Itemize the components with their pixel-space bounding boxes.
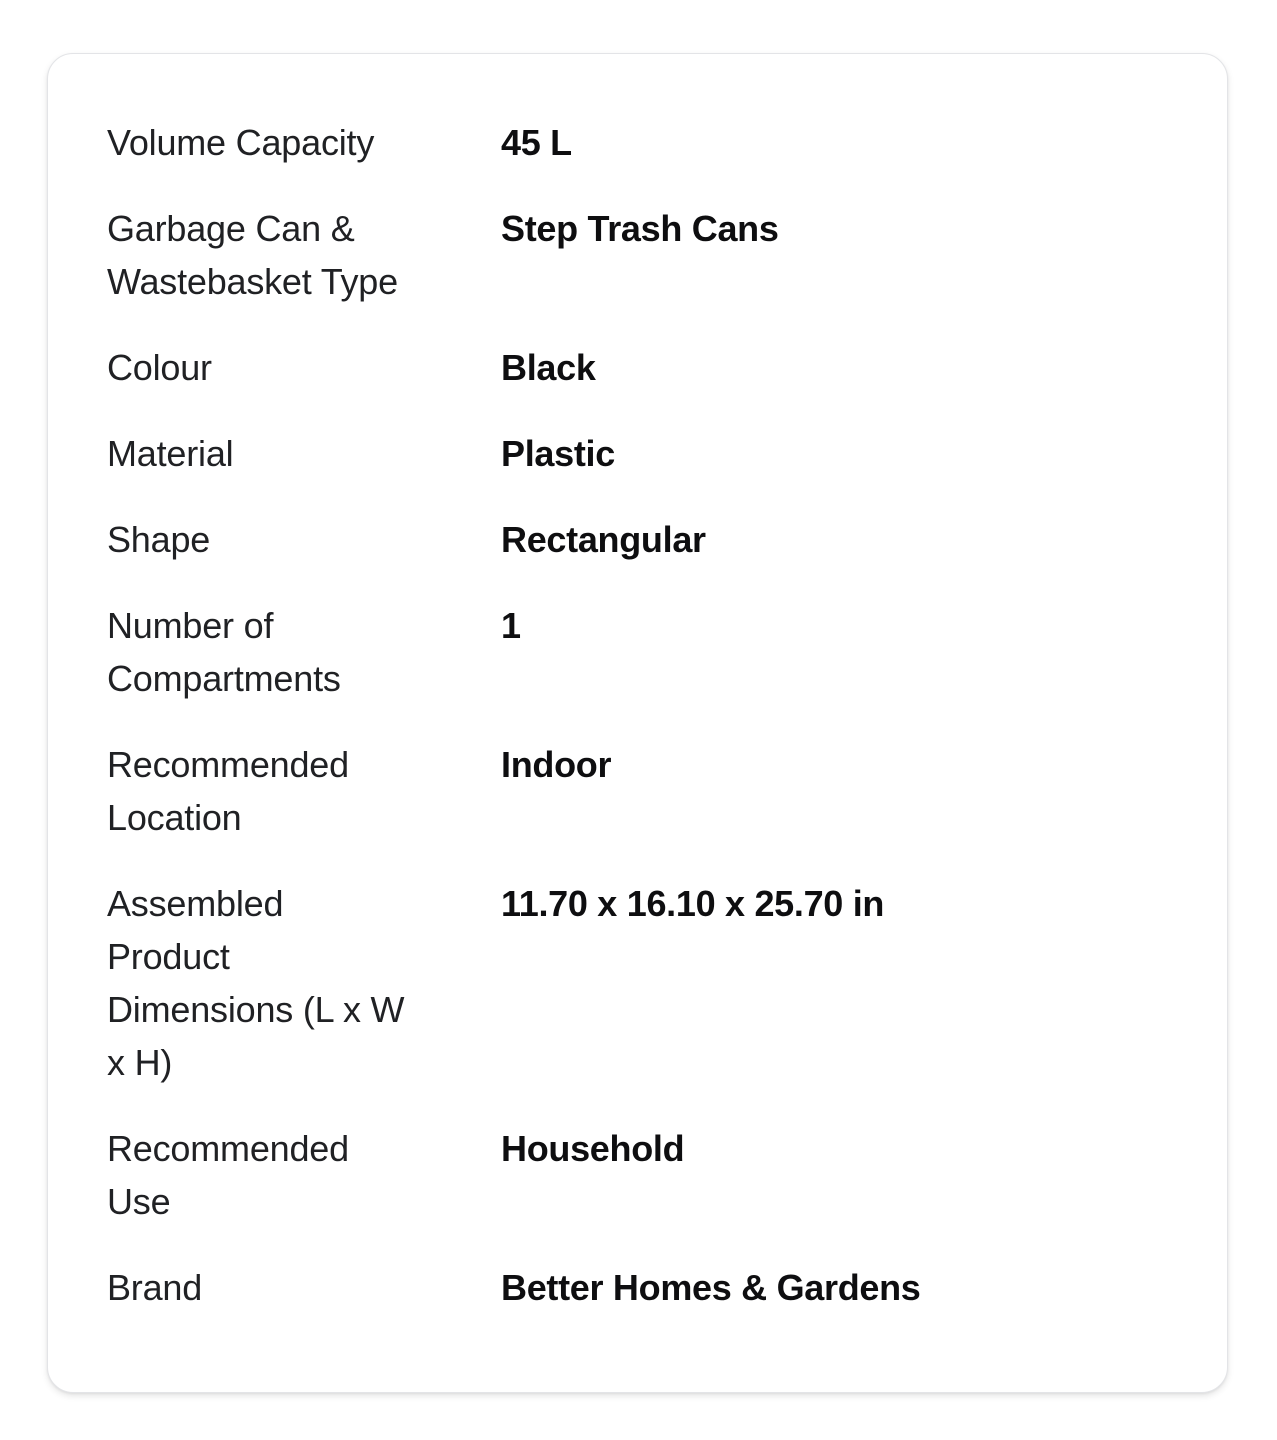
spec-value: Step Trash Cans (501, 208, 779, 249)
spec-row (107, 116, 1168, 169)
spec-label-text: Recommended Use (107, 1128, 349, 1222)
spec-value: 1 (501, 605, 521, 646)
spec-value: Plastic (501, 433, 615, 474)
spec-label (107, 1122, 501, 1228)
spec-label (107, 427, 501, 480)
spec-label-text: Colour (107, 347, 212, 388)
spec-label-text: Brand (107, 1267, 203, 1308)
spec-row (107, 599, 1168, 705)
specifications-table (107, 116, 1168, 1314)
spec-value: Black (501, 347, 596, 388)
spec-label-text: Garbage Can & Wastebasket Type (107, 208, 398, 302)
spec-row (107, 513, 1168, 566)
spec-row (107, 427, 1168, 480)
spec-row (107, 1261, 1168, 1314)
spec-label-text: Shape (107, 519, 211, 560)
spec-value: 11.70 x 16.10 x 25.70 in (501, 883, 885, 924)
spec-row (107, 738, 1168, 844)
spec-value: 45 L (501, 122, 572, 163)
spec-label-text: Assembled Product Dimensions (L x W x H) (107, 883, 405, 1083)
spec-value: Better Homes & Gardens (501, 1267, 921, 1308)
product-specifications-card (47, 53, 1228, 1393)
spec-label (107, 202, 501, 308)
spec-row (107, 1122, 1168, 1228)
spec-label (107, 877, 501, 1089)
spec-label (107, 513, 501, 566)
spec-label-text: Recommended Location (107, 744, 349, 838)
spec-label (107, 341, 501, 394)
spec-value: Household (501, 1128, 685, 1169)
spec-row (107, 202, 1168, 308)
spec-label-text: Material (107, 433, 234, 474)
spec-row (107, 341, 1168, 394)
spec-value: Indoor (501, 744, 612, 785)
spec-label (107, 116, 501, 169)
spec-label-text: Number of Compartments (107, 605, 341, 699)
spec-label-text: Volume Capacity (107, 122, 375, 163)
spec-label (107, 738, 501, 844)
spec-label (107, 599, 501, 705)
spec-label (107, 1261, 501, 1314)
spec-value: Rectangular (501, 519, 706, 560)
spec-row (107, 877, 1168, 1089)
